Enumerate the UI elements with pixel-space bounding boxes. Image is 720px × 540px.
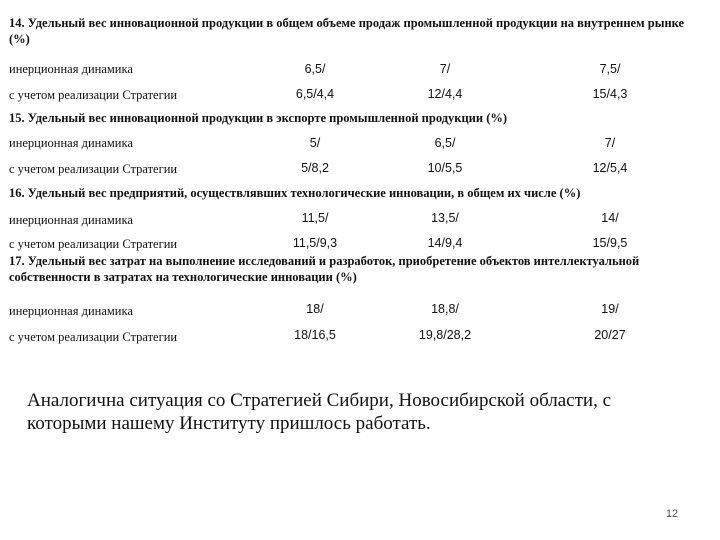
value-cell: 11,5/ — [301, 211, 329, 225]
value-cell: 10/5,5 — [427, 161, 463, 175]
row-label: инерционная динамика — [9, 304, 133, 318]
value-cell: 12/5,4 — [592, 161, 628, 175]
value-cell: 7/ — [439, 62, 451, 76]
row-label: с учетом реализации Стратегии — [9, 237, 178, 251]
value-cell: 18,8/ — [431, 302, 459, 316]
row-label: инерционная динамика — [9, 213, 133, 227]
row-label: с учетом реализации Стратегии — [9, 330, 178, 344]
value-cell: 14/ — [601, 211, 619, 225]
value-cell: 18/ — [306, 302, 324, 316]
value-cell: 18/16,5 — [294, 328, 336, 342]
value-cell: 11,5/9,3 — [292, 236, 338, 250]
value-cell: 15/9,5 — [592, 236, 628, 250]
row-label: с учетом реализации Стратегии — [9, 88, 178, 102]
value-cell: 6,5/ — [434, 136, 456, 150]
value-cell: 19,8/28,2 — [418, 328, 472, 342]
value-cell: 15/4,3 — [592, 87, 628, 101]
value-cell: 12/4,4 — [427, 87, 463, 101]
value-cell: 20/27 — [594, 328, 626, 342]
row-label: инерционная динамика — [9, 136, 133, 150]
value-cell: 7,5/ — [599, 62, 621, 76]
value-cell: 7/ — [604, 136, 616, 150]
section-16-heading: 16. Удельный вес предприятий, осуществлявших технологические инновации, в общем их числе (%) — [9, 186, 581, 200]
section-17-heading: 17. Удельный вес затрат на выполнение исследований и разработок, приобретение объектов интеллектуальной собственности в затратах на технологические инновации (%) — [9, 254, 640, 284]
value-cell: 6,5/4,4 — [295, 87, 335, 101]
section-15-heading: 15. Удельный вес инновационной продукции в экспорте промышленной продукции (%) — [9, 111, 508, 125]
value-cell: 14/9,4 — [427, 236, 463, 250]
row-label: инерционная динамика — [9, 62, 133, 76]
section-14-heading: 14. Удельный вес инновационной продукции в общем объеме продаж промышленной продукции на внутреннем рынке (%) — [9, 16, 685, 46]
value-cell: 5/ — [309, 136, 321, 150]
value-cell: 5/8,2 — [301, 161, 329, 175]
value-cell: 13,5/ — [431, 211, 459, 225]
value-cell: 6,5/ — [304, 62, 326, 76]
value-cell: 19/ — [601, 302, 619, 316]
page-number: 12 — [665, 508, 679, 520]
row-label: с учетом реализации Стратегии — [9, 162, 178, 176]
closing-note: Аналогична ситуация со Стратегией Сибири, Новосибирской области, с которыми нашему Институту пришлось работать. — [27, 390, 612, 434]
